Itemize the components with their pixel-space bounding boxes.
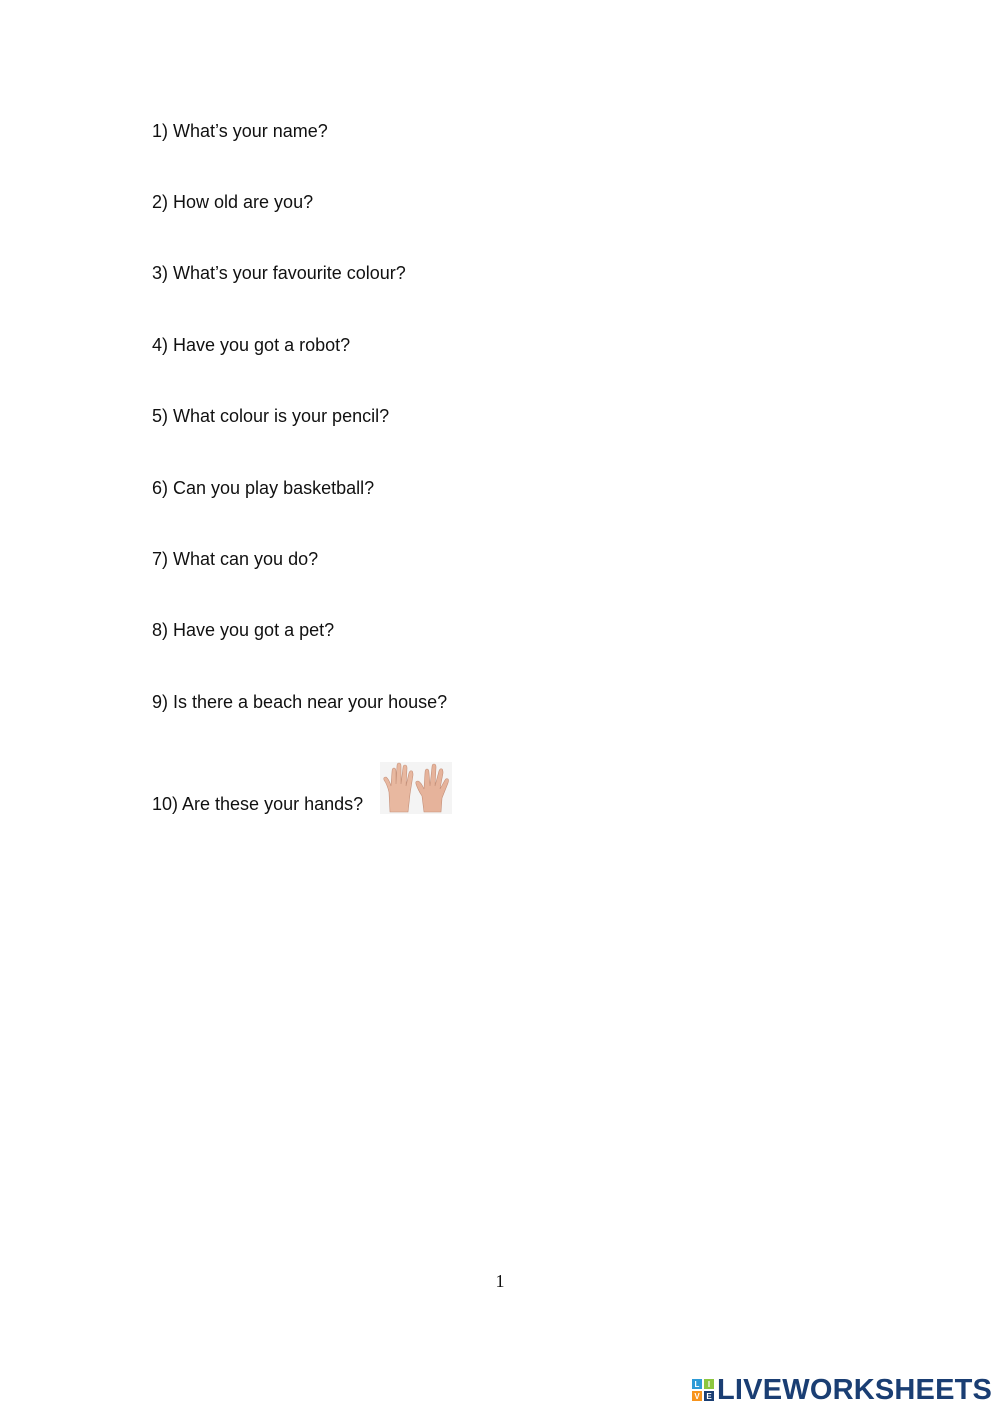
question-4: 4) Have you got a robot? xyxy=(152,335,351,355)
question-1: 1) What’s your name? xyxy=(152,121,328,141)
logo-letter-i: I xyxy=(707,1380,711,1389)
question-3: 3) What’s your favourite colour? xyxy=(152,263,406,283)
raised-hands-icon xyxy=(380,762,452,814)
question-9: 9) Is there a beach near your house? xyxy=(152,692,448,712)
liveworksheets-brand xyxy=(692,1374,992,1406)
question-10: 10) Are these your hands? xyxy=(152,794,364,814)
brand-name: LIVEWORKSHEETS xyxy=(717,1374,993,1406)
page-number: 1 xyxy=(495,1271,505,1291)
question-8: 8) Have you got a pet? xyxy=(152,620,335,640)
logo-letter-l: L xyxy=(694,1380,700,1389)
logo-letter-v: V xyxy=(694,1392,700,1401)
logo-letter-e: E xyxy=(706,1392,712,1401)
question-5: 5) What colour is your pencil? xyxy=(152,406,390,426)
liveworksheets-logo-icon xyxy=(692,1379,714,1401)
question-2: 2) How old are you? xyxy=(152,192,314,212)
question-6: 6) Can you play basketball? xyxy=(152,478,375,498)
question-7: 7) What can you do? xyxy=(152,549,319,569)
